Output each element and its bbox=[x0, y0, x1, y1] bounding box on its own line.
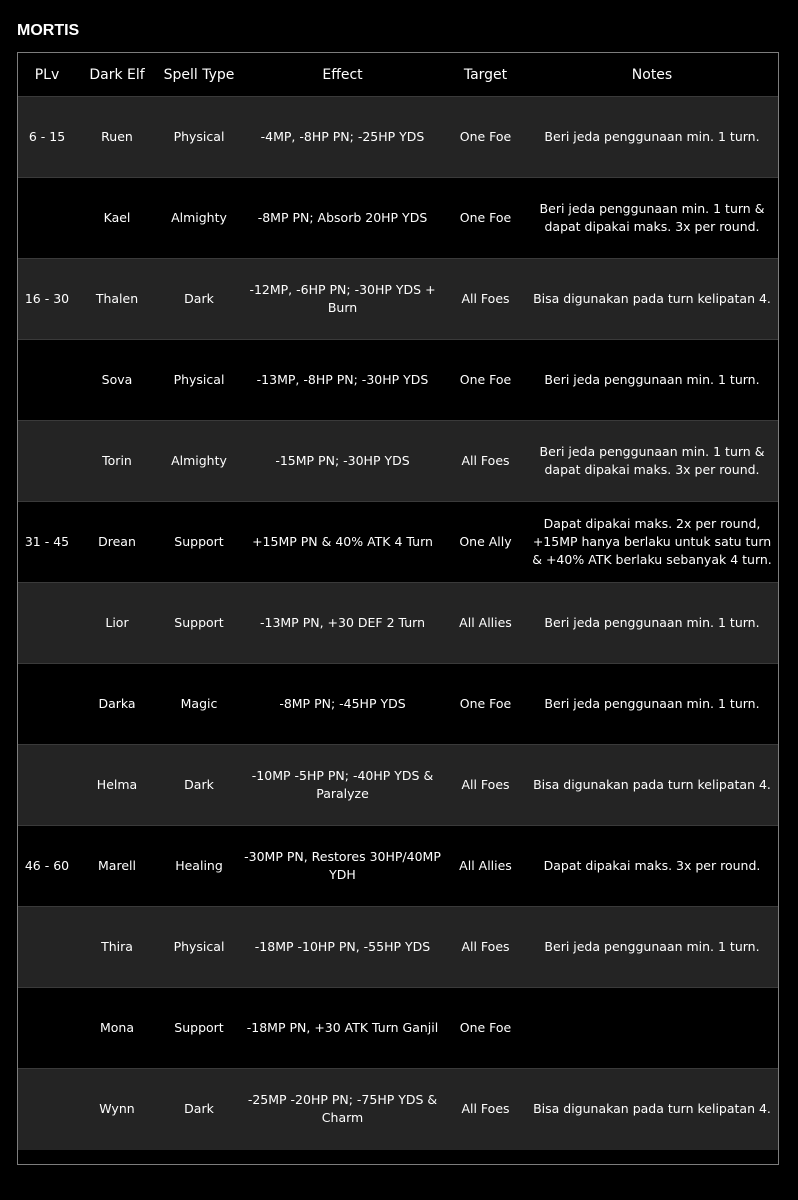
table-row bbox=[18, 178, 778, 259]
cell-dark-elf: Ruen bbox=[76, 97, 158, 178]
cell-notes: Beri jeda penggunaan min. 1 turn. bbox=[526, 664, 778, 745]
cell-spell-type: Dark bbox=[158, 745, 240, 826]
spell-table bbox=[18, 53, 778, 1150]
table-row bbox=[18, 907, 778, 988]
table-row bbox=[18, 583, 778, 664]
cell-spell-type: Physical bbox=[158, 97, 240, 178]
cell-effect: -8MP PN; -45HP YDS bbox=[240, 664, 445, 745]
cell-plv bbox=[18, 664, 76, 745]
cell-effect: -8MP PN; Absorb 20HP YDS bbox=[240, 178, 445, 259]
cell-dark-elf: Mona bbox=[76, 988, 158, 1069]
cell-target: One Foe bbox=[445, 178, 526, 259]
cell-notes: Beri jeda penggunaan min. 1 turn. bbox=[526, 97, 778, 178]
column-header-effect: Effect bbox=[240, 53, 445, 97]
cell-target: All Allies bbox=[445, 826, 526, 907]
cell-spell-type: Physical bbox=[158, 907, 240, 988]
cell-effect: -12MP, -6HP PN; -30HP YDS + Burn bbox=[240, 259, 445, 340]
column-header-notes: Notes bbox=[526, 53, 778, 97]
table-row bbox=[18, 988, 778, 1069]
cell-plv: 46 - 60 bbox=[18, 826, 76, 907]
cell-target: All Foes bbox=[445, 745, 526, 826]
cell-spell-type: Almighty bbox=[158, 421, 240, 502]
cell-plv bbox=[18, 907, 76, 988]
cell-notes: Dapat dipakai maks. 2x per round, +15MP hanya berlaku untuk satu turn & +40% ATK berlaku sebanyak 4 turn. bbox=[526, 502, 778, 583]
cell-effect: -18MP PN, +30 ATK Turn Ganjil bbox=[240, 988, 445, 1069]
cell-effect: -13MP PN, +30 DEF 2 Turn bbox=[240, 583, 445, 664]
cell-plv bbox=[18, 583, 76, 664]
table-row bbox=[18, 664, 778, 745]
cell-spell-type: Support bbox=[158, 988, 240, 1069]
cell-effect: +15MP PN & 40% ATK 4 Turn bbox=[240, 502, 445, 583]
cell-notes: Bisa digunakan pada turn kelipatan 4. bbox=[526, 1069, 778, 1150]
cell-spell-type: Dark bbox=[158, 259, 240, 340]
cell-dark-elf: Lior bbox=[76, 583, 158, 664]
cell-plv bbox=[18, 178, 76, 259]
cell-spell-type: Healing bbox=[158, 826, 240, 907]
cell-effect: -18MP -10HP PN, -55HP YDS bbox=[240, 907, 445, 988]
cell-dark-elf: Wynn bbox=[76, 1069, 158, 1150]
page-title: MORTIS bbox=[17, 22, 80, 39]
cell-effect: -15MP PN; -30HP YDS bbox=[240, 421, 445, 502]
cell-effect: -10MP -5HP PN; -40HP YDS & Paralyze bbox=[240, 745, 445, 826]
cell-spell-type: Support bbox=[158, 583, 240, 664]
cell-spell-type: Physical bbox=[158, 340, 240, 421]
table-row bbox=[18, 97, 778, 178]
cell-target: All Allies bbox=[445, 583, 526, 664]
cell-notes: Beri jeda penggunaan min. 1 turn & dapat dipakai maks. 3x per round. bbox=[526, 421, 778, 502]
table-row bbox=[18, 340, 778, 421]
cell-dark-elf: Drean bbox=[76, 502, 158, 583]
cell-notes: Beri jeda penggunaan min. 1 turn. bbox=[526, 583, 778, 664]
table-header-row bbox=[18, 53, 778, 97]
cell-notes: Beri jeda penggunaan min. 1 turn. bbox=[526, 907, 778, 988]
cell-target: All Foes bbox=[445, 907, 526, 988]
cell-dark-elf: Helma bbox=[76, 745, 158, 826]
cell-spell-type: Almighty bbox=[158, 178, 240, 259]
cell-target: One Foe bbox=[445, 340, 526, 421]
table-row bbox=[18, 826, 778, 907]
cell-plv bbox=[18, 988, 76, 1069]
cell-target: One Foe bbox=[445, 664, 526, 745]
table-row bbox=[18, 259, 778, 340]
cell-spell-type: Dark bbox=[158, 1069, 240, 1150]
cell-dark-elf: Kael bbox=[76, 178, 158, 259]
table-row bbox=[18, 421, 778, 502]
column-header-plv: PLv bbox=[18, 53, 76, 97]
cell-dark-elf: Marell bbox=[76, 826, 158, 907]
spell-table-frame bbox=[17, 52, 779, 1165]
cell-dark-elf: Darka bbox=[76, 664, 158, 745]
cell-plv bbox=[18, 1069, 76, 1150]
table-row bbox=[18, 745, 778, 826]
cell-target: All Foes bbox=[445, 1069, 526, 1150]
cell-target: One Foe bbox=[445, 988, 526, 1069]
column-header-spell-type: Spell Type bbox=[158, 53, 240, 97]
cell-effect: -30MP PN, Restores 30HP/40MP YDH bbox=[240, 826, 445, 907]
cell-target: All Foes bbox=[445, 421, 526, 502]
cell-plv bbox=[18, 745, 76, 826]
cell-spell-type: Magic bbox=[158, 664, 240, 745]
cell-plv bbox=[18, 421, 76, 502]
cell-effect: -25MP -20HP PN; -75HP YDS & Charm bbox=[240, 1069, 445, 1150]
cell-plv: 31 - 45 bbox=[18, 502, 76, 583]
cell-dark-elf: Torin bbox=[76, 421, 158, 502]
column-header-target: Target bbox=[445, 53, 526, 97]
cell-notes: Beri jeda penggunaan min. 1 turn. bbox=[526, 340, 778, 421]
cell-plv: 6 - 15 bbox=[18, 97, 76, 178]
cell-notes: Bisa digunakan pada turn kelipatan 4. bbox=[526, 745, 778, 826]
cell-target: One Ally bbox=[445, 502, 526, 583]
cell-spell-type: Support bbox=[158, 502, 240, 583]
cell-notes: Beri jeda penggunaan min. 1 turn & dapat dipakai maks. 3x per round. bbox=[526, 178, 778, 259]
cell-target: All Foes bbox=[445, 259, 526, 340]
cell-dark-elf: Thalen bbox=[76, 259, 158, 340]
cell-dark-elf: Thira bbox=[76, 907, 158, 988]
cell-plv: 16 - 30 bbox=[18, 259, 76, 340]
cell-effect: -13MP, -8HP PN; -30HP YDS bbox=[240, 340, 445, 421]
table-row bbox=[18, 1069, 778, 1150]
cell-target: One Foe bbox=[445, 97, 526, 178]
cell-plv bbox=[18, 340, 76, 421]
cell-notes bbox=[526, 988, 778, 1069]
cell-notes: Bisa digunakan pada turn kelipatan 4. bbox=[526, 259, 778, 340]
cell-dark-elf: Sova bbox=[76, 340, 158, 421]
column-header-dark-elf: Dark Elf bbox=[76, 53, 158, 97]
cell-notes: Dapat dipakai maks. 3x per round. bbox=[526, 826, 778, 907]
table-row bbox=[18, 502, 778, 583]
cell-effect: -4MP, -8HP PN; -25HP YDS bbox=[240, 97, 445, 178]
